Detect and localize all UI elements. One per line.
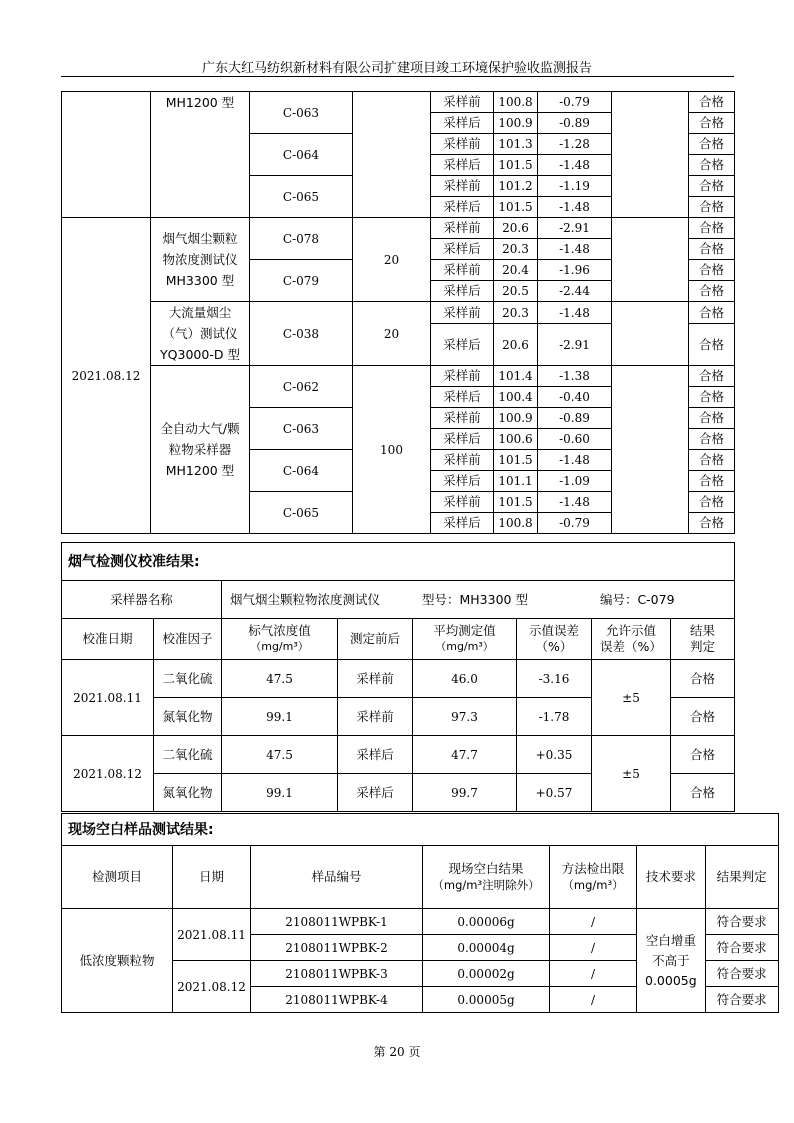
col-header-result: 结果 判定 [671, 619, 735, 660]
value-cell: 100.9 [494, 408, 538, 429]
result-cell: 合格 [689, 387, 735, 408]
table-cell: 符合要求 [705, 987, 778, 1013]
table-cell: 空白增重不高于0.0005g [637, 909, 706, 1013]
error-cell: -1.48 [538, 197, 612, 218]
sampler-serial: 编号：C-079 [599, 591, 675, 607]
table-cell: / [550, 909, 637, 935]
table-cell: 2021.08.11 [62, 660, 154, 736]
error-cell: -1.38 [538, 366, 612, 387]
stage-cell: 采样后 [431, 513, 494, 534]
result-cell: 合格 [689, 92, 735, 113]
table-cell: +0.57 [517, 774, 592, 812]
col-header-sample-id: 样品编号 [251, 846, 423, 909]
result-cell: 合格 [689, 429, 735, 450]
error-cell: -2.91 [538, 218, 612, 239]
value-cell: 101.4 [494, 366, 538, 387]
error-cell: -1.28 [538, 134, 612, 155]
col-header-err: 示值误差 （%） [517, 619, 592, 660]
value-cell: 101.5 [494, 197, 538, 218]
table-cell: 0.00004g [423, 935, 550, 961]
result-cell: 合格 [689, 492, 735, 513]
unit-id-cell: C-079 [250, 260, 353, 302]
stage-cell: 采样后 [431, 113, 494, 134]
table-cell: 采样后 [338, 774, 413, 812]
stage-cell: 采样前 [431, 218, 494, 239]
unit-id-cell: C-065 [250, 176, 353, 218]
value-cell: 101.3 [494, 134, 538, 155]
flue-gas-section-title: 烟气检测仪校准结果: [62, 543, 735, 581]
table-cell: 采样后 [338, 736, 413, 774]
stage-cell: 采样后 [431, 155, 494, 176]
table-cell: 2021.08.12 [62, 736, 154, 812]
blank-cell [612, 92, 689, 218]
col-header-requirement: 技术要求 [637, 846, 706, 909]
col-header-item: 检测项目 [62, 846, 173, 909]
table-cell: 采样前 [338, 660, 413, 698]
value-cell: 20.3 [494, 302, 538, 324]
result-cell: 合格 [689, 197, 735, 218]
result-cell: 合格 [689, 260, 735, 281]
stage-cell: 采样后 [431, 387, 494, 408]
instrument-cell: 全自动大气/颗粒物采样器MH1200 型 [151, 366, 250, 534]
col-header-date: 校准日期 [62, 619, 154, 660]
result-cell: 合格 [689, 366, 735, 387]
table-cell: 47.5 [222, 660, 338, 698]
result-cell: 合格 [689, 155, 735, 176]
header-divider [61, 76, 734, 77]
stage-cell: 采样前 [431, 408, 494, 429]
unit-id-cell: C-062 [250, 366, 353, 408]
error-cell: -1.48 [538, 239, 612, 260]
result-cell: 合格 [689, 408, 735, 429]
table-cell: 0.00006g [423, 909, 550, 935]
value-cell: 101.2 [494, 176, 538, 197]
value-cell: 101.5 [494, 450, 538, 471]
value-cell: 20.3 [494, 239, 538, 260]
table-cell: 采样前 [338, 698, 413, 736]
sampler-model: 型号：MH3300 型 [421, 591, 528, 607]
flue-gas-calibration-table [61, 542, 735, 812]
col-header-date: 日期 [173, 846, 251, 909]
col-header-allowed: 允许示值 误差（%） [592, 619, 671, 660]
error-cell: -0.79 [538, 513, 612, 534]
table-cell: 氮氧化物 [154, 774, 222, 812]
blank-cell [612, 218, 689, 302]
value-cell: 101.1 [494, 471, 538, 492]
table-cell: 符合要求 [705, 961, 778, 987]
instrument-cell: 烟气烟尘颗粒物浓度测试仪MH3300 型 [151, 218, 250, 302]
table-cell: 99.1 [222, 698, 338, 736]
result-cell: 合格 [689, 302, 735, 324]
sampler-calibration-table [61, 91, 735, 534]
unit-id-cell: C-063 [250, 408, 353, 450]
value-cell: 101.5 [494, 492, 538, 513]
sampler-info [222, 581, 735, 619]
value-cell: 20.6 [494, 218, 538, 239]
table-cell: ±5 [592, 660, 671, 736]
result-cell: 合格 [689, 113, 735, 134]
result-cell: 合格 [689, 218, 735, 239]
table-cell: 47.5 [222, 736, 338, 774]
table-cell: +0.35 [517, 736, 592, 774]
result-cell: 合格 [689, 471, 735, 492]
table-cell: 2108011WPBK-2 [251, 935, 423, 961]
stage-cell: 采样后 [431, 281, 494, 302]
stage-cell: 采样前 [431, 176, 494, 197]
col-header-blank-result: 现场空白结果 （mg/m³注明除外） [423, 846, 550, 909]
table-cell: / [550, 935, 637, 961]
table-cell: / [550, 961, 637, 987]
col-header-judgement: 结果判定 [705, 846, 778, 909]
blank-cell [612, 302, 689, 366]
stage-cell: 采样后 [431, 471, 494, 492]
table-cell: 氮氧化物 [154, 698, 222, 736]
stage-cell: 采样前 [431, 366, 494, 387]
table-cell: 合格 [671, 698, 735, 736]
table-cell: 2108011WPBK-3 [251, 961, 423, 987]
table-cell: 合格 [671, 736, 735, 774]
table-cell: 2021.08.11 [173, 909, 251, 961]
date-cell [62, 92, 151, 218]
result-cell: 合格 [689, 176, 735, 197]
unit-id-cell: C-038 [250, 302, 353, 366]
result-cell: 合格 [689, 239, 735, 260]
table-cell: -3.16 [517, 660, 592, 698]
value-cell: 100.6 [494, 429, 538, 450]
error-cell: -1.19 [538, 176, 612, 197]
page-number: 第 20 页 [373, 1045, 421, 1059]
instrument-cell: MH1200 型 [151, 92, 250, 218]
blank-cell [612, 366, 689, 534]
table-cell: 2108011WPBK-4 [251, 987, 423, 1013]
col-header-avg: 平均测定值 （mg/m³） [413, 619, 517, 660]
error-cell: -1.48 [538, 302, 612, 324]
table-cell: 2108011WPBK-1 [251, 909, 423, 935]
table-cell: 97.3 [413, 698, 517, 736]
table-cell: 99.7 [413, 774, 517, 812]
col-header-factor: 校准因子 [154, 619, 222, 660]
stage-cell: 采样前 [431, 492, 494, 513]
result-cell: 合格 [689, 450, 735, 471]
table-cell: 0.00002g [423, 961, 550, 987]
table-cell: 符合要求 [705, 909, 778, 935]
report-header-title: 广东大红马纺织新材料有限公司扩建项目竣工环境保护验收监测报告 [201, 61, 592, 76]
stage-cell: 采样前 [431, 450, 494, 471]
error-cell: -0.89 [538, 113, 612, 134]
error-cell: -1.48 [538, 450, 612, 471]
sampler-name-label: 采样器名称 [62, 581, 222, 619]
table-cell: 2021.08.12 [173, 961, 251, 1013]
unit-id-cell: C-065 [250, 492, 353, 534]
error-cell: -0.60 [538, 429, 612, 450]
unit-id-cell: C-064 [250, 134, 353, 176]
error-cell: -0.40 [538, 387, 612, 408]
table-cell: 47.7 [413, 736, 517, 774]
value-cell: 101.5 [494, 155, 538, 176]
col-header-mdl: 方法检出限 （mg/m³） [550, 846, 637, 909]
error-cell: -1.09 [538, 471, 612, 492]
error-cell: -1.96 [538, 260, 612, 281]
stage-cell: 采样后 [431, 324, 494, 366]
flow-cell: 100 [353, 366, 431, 534]
result-cell: 合格 [689, 134, 735, 155]
field-blank-table [61, 813, 779, 1013]
result-cell: 合格 [689, 281, 735, 302]
stage-cell: 采样后 [431, 239, 494, 260]
table-cell: 合格 [671, 660, 735, 698]
stage-cell: 采样前 [431, 260, 494, 281]
unit-id-cell: C-064 [250, 450, 353, 492]
stage-cell: 采样后 [431, 197, 494, 218]
error-cell: -2.91 [538, 324, 612, 366]
blank-section-title: 现场空白样品测试结果: [62, 814, 779, 846]
stage-cell: 采样前 [431, 302, 494, 324]
table-cell: ±5 [592, 736, 671, 812]
flow-cell: 20 [353, 302, 431, 366]
table-cell: 符合要求 [705, 935, 778, 961]
table-cell: -1.78 [517, 698, 592, 736]
stage-cell: 采样前 [431, 92, 494, 113]
table-cell: 46.0 [413, 660, 517, 698]
sampler-name: 烟气烟尘颗粒物浓度测试仪 [230, 591, 381, 607]
table-cell: 二氧化硫 [154, 660, 222, 698]
value-cell: 20.4 [494, 260, 538, 281]
table-cell: 0.00005g [423, 987, 550, 1013]
error-cell: -2.44 [538, 281, 612, 302]
error-cell: -1.48 [538, 155, 612, 176]
stage-cell: 采样前 [431, 134, 494, 155]
col-header-timing: 测定前后 [338, 619, 413, 660]
date-cell: 2021.08.12 [62, 218, 151, 534]
value-cell: 100.9 [494, 113, 538, 134]
col-header-std-conc: 标气浓度值 （mg/m³） [222, 619, 338, 660]
table-cell: 二氧化硫 [154, 736, 222, 774]
unit-id-cell: C-078 [250, 218, 353, 260]
error-cell: -1.48 [538, 492, 612, 513]
flow-cell [353, 92, 431, 218]
table-cell: 低浓度颗粒物 [62, 909, 173, 1013]
table-cell: 99.1 [222, 774, 338, 812]
error-cell: -0.89 [538, 408, 612, 429]
error-cell: -0.79 [538, 92, 612, 113]
table-cell: 合格 [671, 774, 735, 812]
value-cell: 20.5 [494, 281, 538, 302]
instrument-cell: 大流量烟尘（气）测试仪YQ3000-D 型 [151, 302, 250, 366]
value-cell: 100.8 [494, 513, 538, 534]
result-cell: 合格 [689, 513, 735, 534]
stage-cell: 采样后 [431, 429, 494, 450]
value-cell: 100.8 [494, 92, 538, 113]
flow-cell: 20 [353, 218, 431, 302]
unit-id-cell: C-063 [250, 92, 353, 134]
result-cell: 合格 [689, 324, 735, 366]
value-cell: 20.6 [494, 324, 538, 366]
table-cell: / [550, 987, 637, 1013]
value-cell: 100.4 [494, 387, 538, 408]
